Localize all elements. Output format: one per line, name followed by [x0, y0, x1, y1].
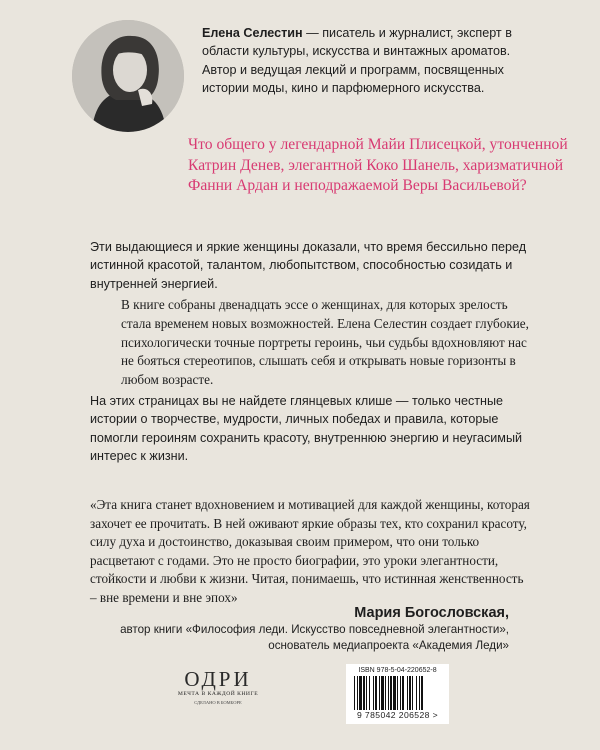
reviewer-block [69, 604, 509, 654]
closing-paragraph: На этих страницах вы не найдете глянцевых клише — только честные истории о творчестве, мудрости, личных победах и правила, которые помогли героиням сохранить красоту, внутреннюю энергию и неугасимый интерес к жизни. [90, 394, 523, 464]
reviewer-credential-1: автор книги «Философия леди. Искусство повседневной элегантности», [120, 623, 509, 636]
review-quote: «Эта книга станет вдохновением и мотивацией для каждой женщины, которая захочет ее прочитать. В ней оживают яркие образы тех, кто сохранил красоту, силу духа и достоинство, доказывая своим примером, что они только расцветают с годами. Это не просто биографии, это уроки элегантности, стойкости и любви к жизни. Читая, понимаешь, что истинная женственность – вне времени и вне эпох» [90, 497, 530, 605]
barcode-bars-icon [352, 676, 443, 710]
publisher-tagline: МЕЧТА В КАЖДОЙ КНИГЕ [177, 691, 259, 697]
isbn-label: ISBN 978-5-04-220652-8 [358, 667, 437, 674]
author-bio-text: — писатель и журналист, эксперт в области культуры, искусства и винтажных ароматов. Автор и ведущая лекций и программ, посвященных истории моды, кино и парфюмерного искусства. [202, 26, 512, 96]
book-description-paragraph: В книге собраны двенадцать эссе о женщинах, для которых зрелость стала временем новых возможностей. Елена Селестин создает глубокие, психологически точные портреты героинь, чьи судьбы вдохновляют нас не бояться стереотипов, слышать себя и открывать новые горизонты в любом возрасте. [121, 297, 529, 388]
publisher-logo [176, 668, 260, 707]
reviewer-name: Мария Богословская, [354, 605, 509, 621]
publisher-logo-wordmark: ОДРИ [184, 667, 252, 691]
author-name: Елена Селестин [202, 26, 303, 40]
barcode-number: 9 785042 206528 > [356, 710, 439, 720]
publisher-made-in: СДЕЛАНО В БОМБОРЕ [194, 700, 242, 705]
reviewer-credential-2: основатель медиапроекта «Академия Леди» [268, 638, 509, 652]
pull-quote: Что общего у легендарной Майи Плисецкой, утонченной Катрин Денев, элегантной Коко Шанель, харизматичной Фанни Ардан и неподражаемой Веры Васильевой? [188, 136, 568, 195]
author-portrait [72, 20, 184, 132]
portrait-photo-icon [72, 20, 184, 132]
intro-paragraph: Эти выдающиеся и яркие женщины доказали, что время бессильно перед истинной красотой, талантом, любопытством, способностью созидать и внутренней энергией. [90, 240, 527, 291]
author-bio [202, 24, 542, 98]
isbn-barcode [346, 664, 449, 724]
